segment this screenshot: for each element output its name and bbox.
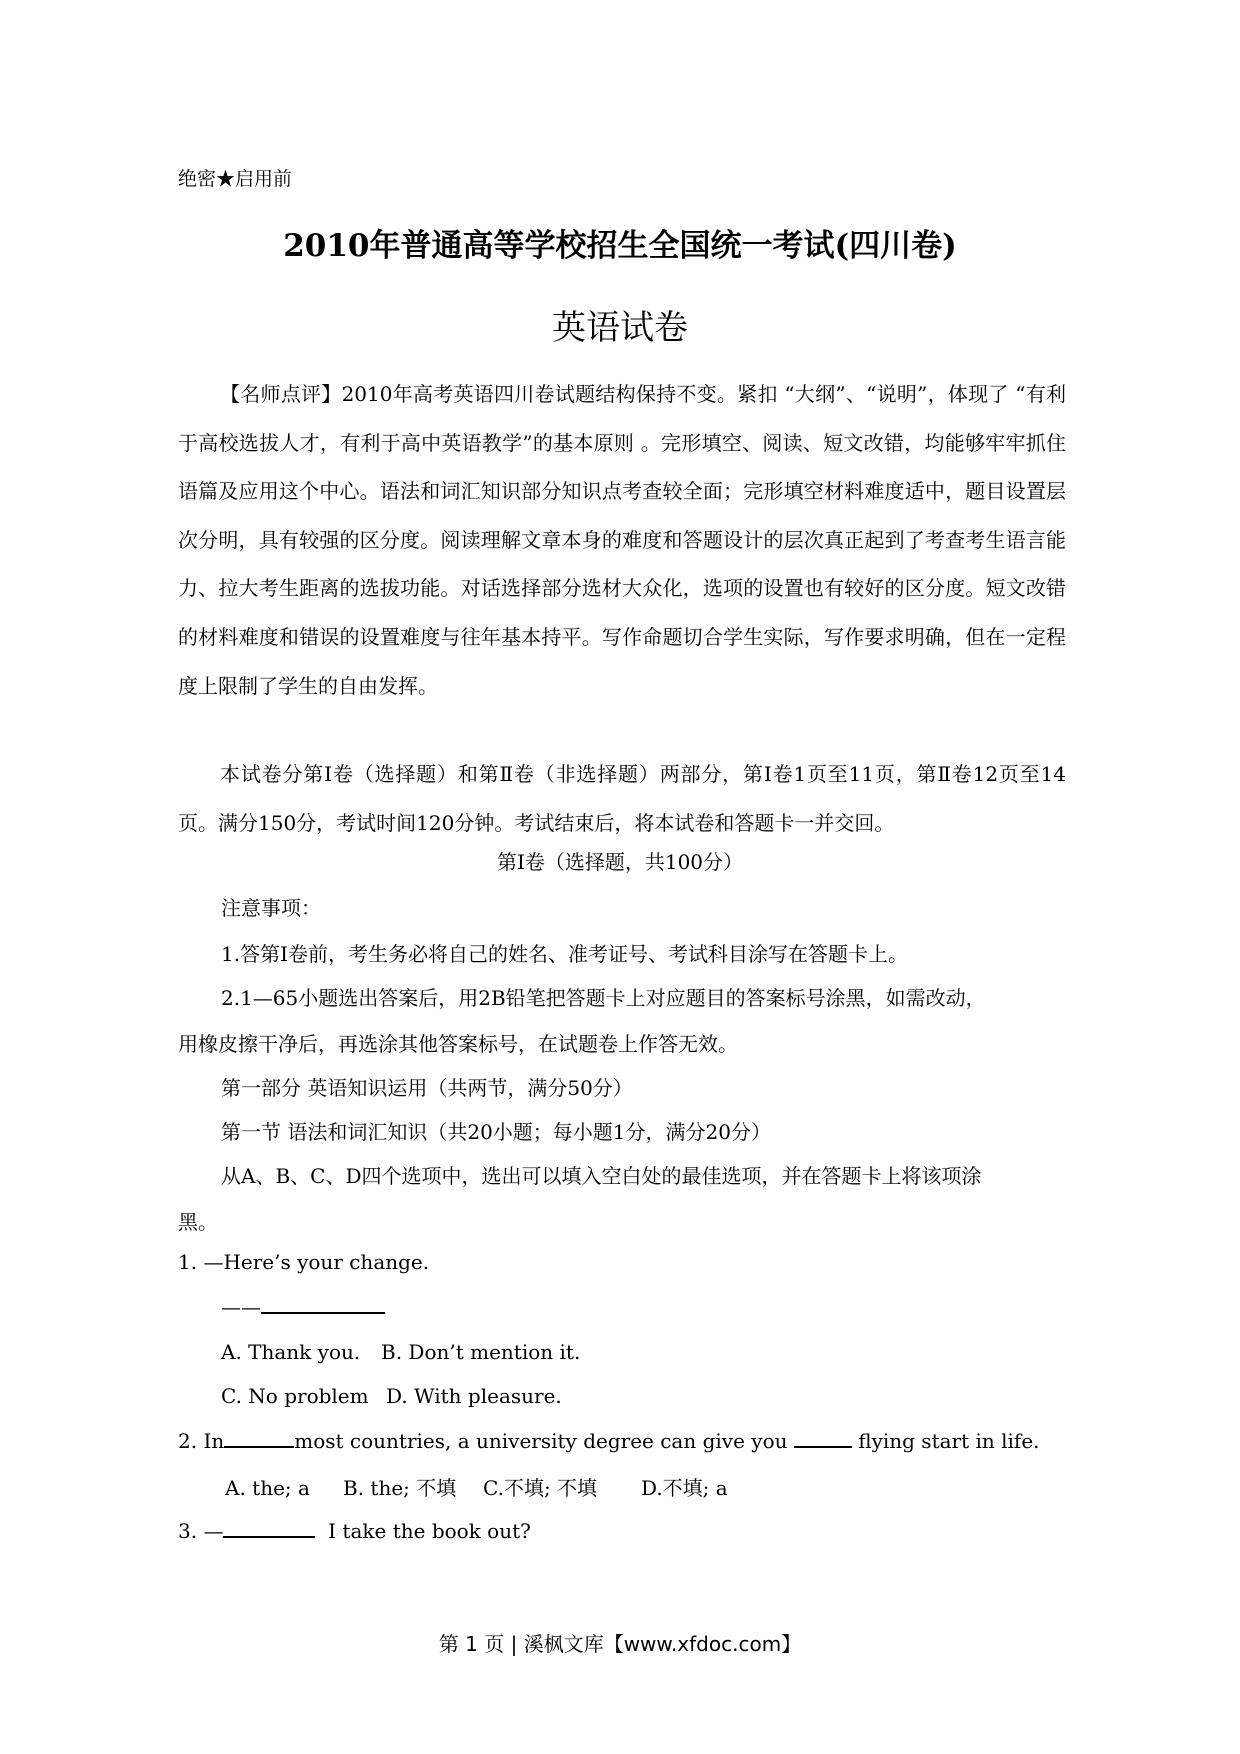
question-2-middle: most countries, a university degree can give you xyxy=(294,1429,788,1453)
confidential-label: 绝密★启用前 xyxy=(178,168,293,190)
exam-subtitle: 英语试卷 xyxy=(552,308,688,348)
answer-blank xyxy=(261,1294,385,1314)
question-3-stem xyxy=(178,1518,531,1543)
question-2-options xyxy=(225,1472,728,1501)
section-1-heading: 第一节 语法和词汇知识（共20小题；每小题1分，满分20分） xyxy=(221,1120,771,1144)
question-2-option-b: B. the; 不填 xyxy=(343,1476,457,1500)
question-1-option-d: D. With pleasure. xyxy=(386,1384,562,1408)
question-2-prefix: 2. In xyxy=(178,1429,225,1453)
question-3-suffix: I take the book out? xyxy=(328,1519,531,1543)
question-2-option-d: D.不填; a xyxy=(641,1476,728,1500)
instruction-line-continued: 黑。 xyxy=(178,1210,218,1234)
question-1-answer-line xyxy=(221,1294,385,1319)
question-1-options-row-2 xyxy=(221,1384,562,1408)
question-2-option-a: A. the; a xyxy=(225,1476,310,1500)
question-3-prefix: 3. — xyxy=(178,1519,224,1543)
question-1-option-b: B. Don’t mention it. xyxy=(381,1340,581,1364)
notes-item-2: 2.1—65小题选出答案后，用2B铅笔把答题卡上对应题目的答案标号涂黑，如需改动， xyxy=(221,986,986,1010)
instruction-line: 从A、B、C、D四个选项中，选出可以填入空白处的最佳选项，并在答题卡上将该项涂 xyxy=(221,1164,982,1188)
question-2-stem xyxy=(178,1428,1040,1453)
page-footer: 第 1 页 | 溪枫文库【www.xfdoc.com】 xyxy=(438,1632,802,1656)
answer-blank xyxy=(794,1428,852,1448)
part-1-heading: 第一部分 英语知识运用（共两节，满分50分） xyxy=(221,1076,633,1100)
notes-item-1: 1.答第Ⅰ卷前，考生务必将自己的姓名、准考证号、考试科目涂写在答题卡上。 xyxy=(221,942,908,966)
question-1-dash: —— xyxy=(221,1295,261,1319)
question-1-option-a: A. Thank you. xyxy=(221,1340,361,1364)
question-1-stem: 1. —Here’s your change. xyxy=(178,1250,430,1274)
notes-heading: 注意事项： xyxy=(221,896,321,920)
answer-blank xyxy=(224,1428,294,1448)
question-1-options-row-1 xyxy=(221,1340,580,1364)
exam-intro-paragraph: 本试卷分第Ⅰ卷（选择题）和第Ⅱ卷（非选择题）两部分，第Ⅰ卷1页至11页，第Ⅱ卷12页至14页。满分150分，考试时间120分钟。考试结束后，将本试卷和答题卡一并交回。 xyxy=(178,762,1066,835)
question-1-option-c: C. No problem xyxy=(221,1384,369,1408)
section-title: 第Ⅰ卷（选择题，共100分） xyxy=(496,850,744,874)
exam-title: 2010年普通高等学校招生全国统一考试(四川卷) xyxy=(283,228,957,264)
question-2-option-c: C.不填; 不填 xyxy=(483,1476,598,1500)
answer-blank xyxy=(223,1518,315,1538)
expert-review-paragraph: 【名师点评】2010年高考英语四川卷试题结构保持不变。紧扣 “大纲”、“说明”，体现了 “有利于高校选拔人才，有利于高中英语教学”的基本原则 。完形填空、阅读、短文改错，均能够牢牢抓住语篇及应用这个中心。语法和词汇知识部分知识点考查较全面；完形填空材料难度适中，题目设置层次分明，具有较强的区分度。阅读理解文章本身的难度和答题设计的层次真正起到了考查考生语言能力、拉大考生距离的选拔功能。对话选择部分选材大众化，选项的设置也有较好的区分度。短文改错的材料难度和错误的设置难度与往年基本持平。写作命题切合学生实际，写作要求明确，但在一定程度上限制了学生的自由发挥。 xyxy=(178,382,1066,698)
notes-item-2-continued: 用橡皮擦干净后，再选涂其他答案标号，在试题卷上作答无效。 xyxy=(178,1032,738,1056)
question-2-suffix: flying start in life. xyxy=(858,1429,1040,1453)
